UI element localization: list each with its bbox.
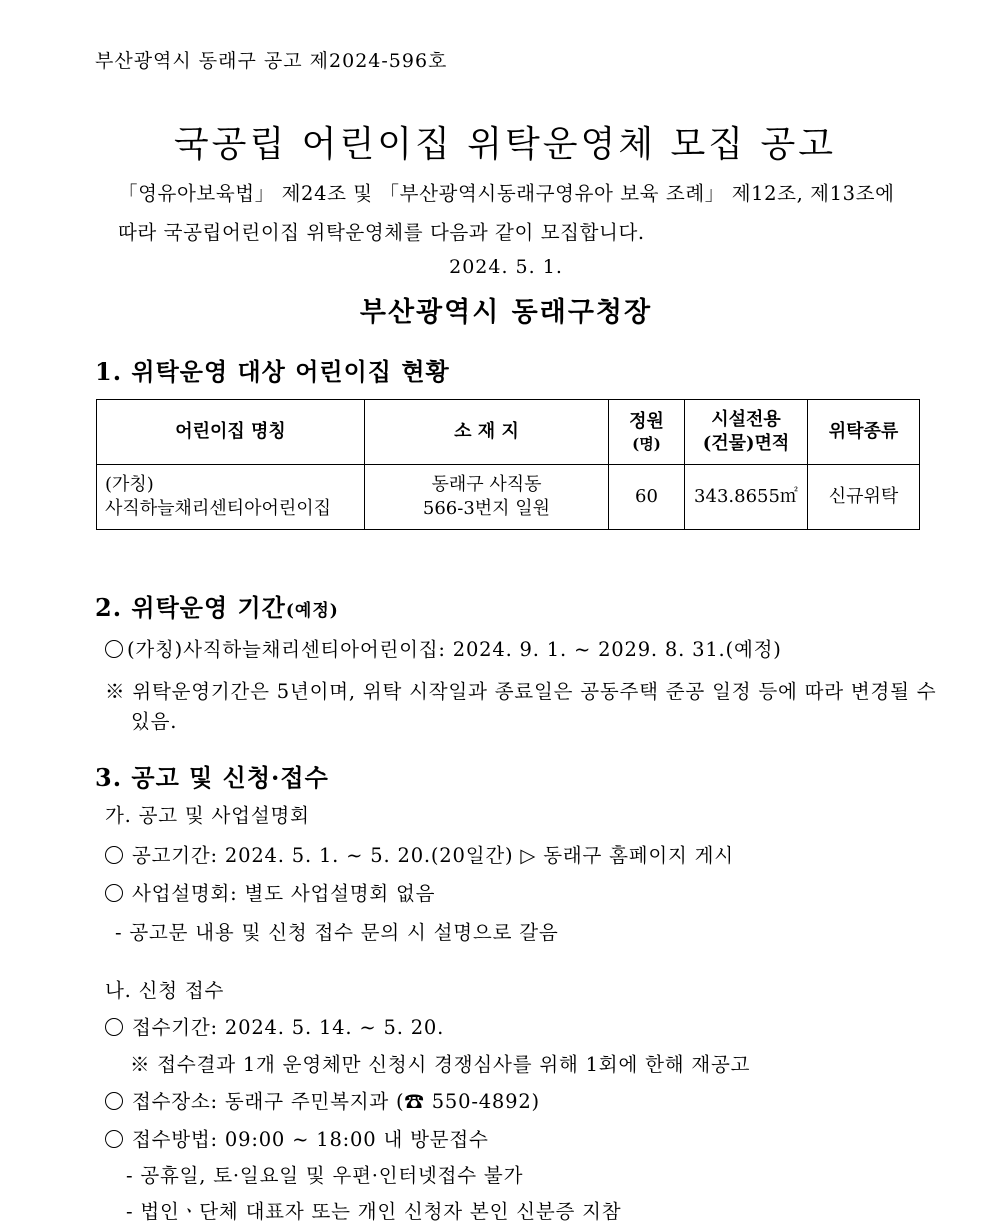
notice-date: 2024. 5. 1.	[449, 256, 563, 278]
section-2-heading-text: 2. 위탁운영 기간	[95, 593, 286, 622]
header-type: 위탁종류	[808, 400, 920, 465]
sub-a-title: 가. 공고 및 사업설명회	[105, 804, 310, 827]
circle-bullet-icon	[105, 884, 123, 902]
announcement-period: 공고기간: 2024. 5. 1. ∼ 5. 20.(20일간) ▷ 동래구 홈페이지 게시	[132, 844, 734, 867]
header-location: 소 재 지	[365, 400, 609, 465]
sub-b-title: 나. 신청 접수	[105, 979, 225, 1002]
period-item	[105, 634, 782, 662]
cell-area: 343.8655㎡	[685, 465, 808, 530]
application-place: 접수장소: 동래구 주민복지과 (☎ 550-4892)	[132, 1090, 540, 1113]
section-1-heading: 1. 위탁운영 대상 어린이집 현황	[95, 357, 450, 386]
intro-line-1: 「영유아보육법」 제24조 및 「부산광역시동래구영유아 보육 조례」 제12조, 제13조에	[118, 182, 895, 205]
period-note-line2: 있음.	[131, 710, 178, 733]
sub-b-item-1	[105, 1012, 444, 1040]
header-area	[685, 400, 808, 465]
sub-a-item-1	[105, 840, 734, 868]
circle-bullet-icon	[105, 846, 123, 864]
sub-b-item-3-detail-1: - 공휴일, 토·일요일 및 우편·인터넷접수 불가	[126, 1164, 524, 1187]
circle-bullet-icon	[105, 1092, 123, 1110]
table-header-row	[97, 400, 920, 465]
issuer: 부산광역시 동래구청장	[359, 297, 653, 328]
period-note-line1	[105, 676, 936, 704]
cell-location-line2: 566-3번지 일원	[422, 498, 551, 519]
application-period: 접수기간: 2024. 5. 14. ∼ 5. 20.	[132, 1016, 445, 1039]
circle-bullet-icon	[105, 1018, 123, 1036]
header-name: 어린이집 명칭	[97, 400, 365, 465]
page-title: 국공립 어린이집 위탁운영체 모집 공고	[173, 124, 837, 165]
application-method: 접수방법: 09:00 ~ 18:00 내 방문접수	[132, 1128, 489, 1151]
sub-b-item-3-detail-2: - 법인ㆍ단체 대표자 또는 개인 신청자 본인 신분증 지참	[126, 1200, 622, 1223]
sub-b-item-2	[105, 1086, 540, 1114]
briefing-session: 사업설명회: 별도 사업설명회 없음	[132, 882, 436, 905]
circle-bullet-icon	[105, 1130, 123, 1148]
section-2-heading-suffix: (예정)	[285, 601, 339, 621]
table-row	[97, 465, 920, 530]
cell-capacity: 60	[609, 465, 685, 530]
sub-a-item-2	[105, 878, 435, 906]
cell-location-line1: 동래구 사직동	[431, 473, 542, 495]
sub-b-item-3	[105, 1124, 489, 1152]
header-area-line1: 시설전용	[711, 408, 781, 430]
sub-a-item-2-detail: - 공고문 내용 및 신청 접수 문의 시 설명으로 갈음	[115, 921, 559, 944]
header-capacity-label: 정원	[629, 410, 664, 432]
intro-line-2: 따라 국공립어린이집 위탁운영체를 다음과 같이 모집합니다.	[118, 221, 645, 244]
circle-bullet-icon	[105, 640, 123, 658]
cell-type: 신규위탁	[808, 465, 920, 530]
note-mark: ※	[105, 680, 126, 703]
section-2-heading	[95, 588, 339, 623]
cell-name	[97, 465, 365, 530]
period-text: (가칭)사직하늘채리센티아어린이집: 2024. 9. 1. ~ 2029. 8. 31.(예정)	[127, 638, 782, 661]
header-area-line2: (건물)면적	[702, 433, 790, 454]
note-text-1: 위탁운영기간은 5년이며, 위탁 시작일과 종료일은 공동주택 준공 일정 등에 따라 변경될 수	[132, 680, 937, 703]
cell-location	[365, 465, 609, 530]
notice-number: 부산광역시 동래구 공고 제2024-596호	[95, 50, 448, 72]
header-capacity-unit: (명)	[632, 435, 661, 454]
cell-name-line2: 사직하늘채리센티아어린이집	[105, 498, 332, 519]
header-capacity	[609, 400, 685, 465]
sub-b-item-1-note: ※ 접수결과 1개 운영체만 신청시 경쟁심사를 위해 1회에 한해 재공고	[130, 1053, 751, 1076]
cell-name-line1: (가칭)	[105, 473, 154, 495]
facility-table	[96, 399, 920, 530]
section-3-heading: 3. 공고 및 신청·접수	[95, 763, 329, 792]
